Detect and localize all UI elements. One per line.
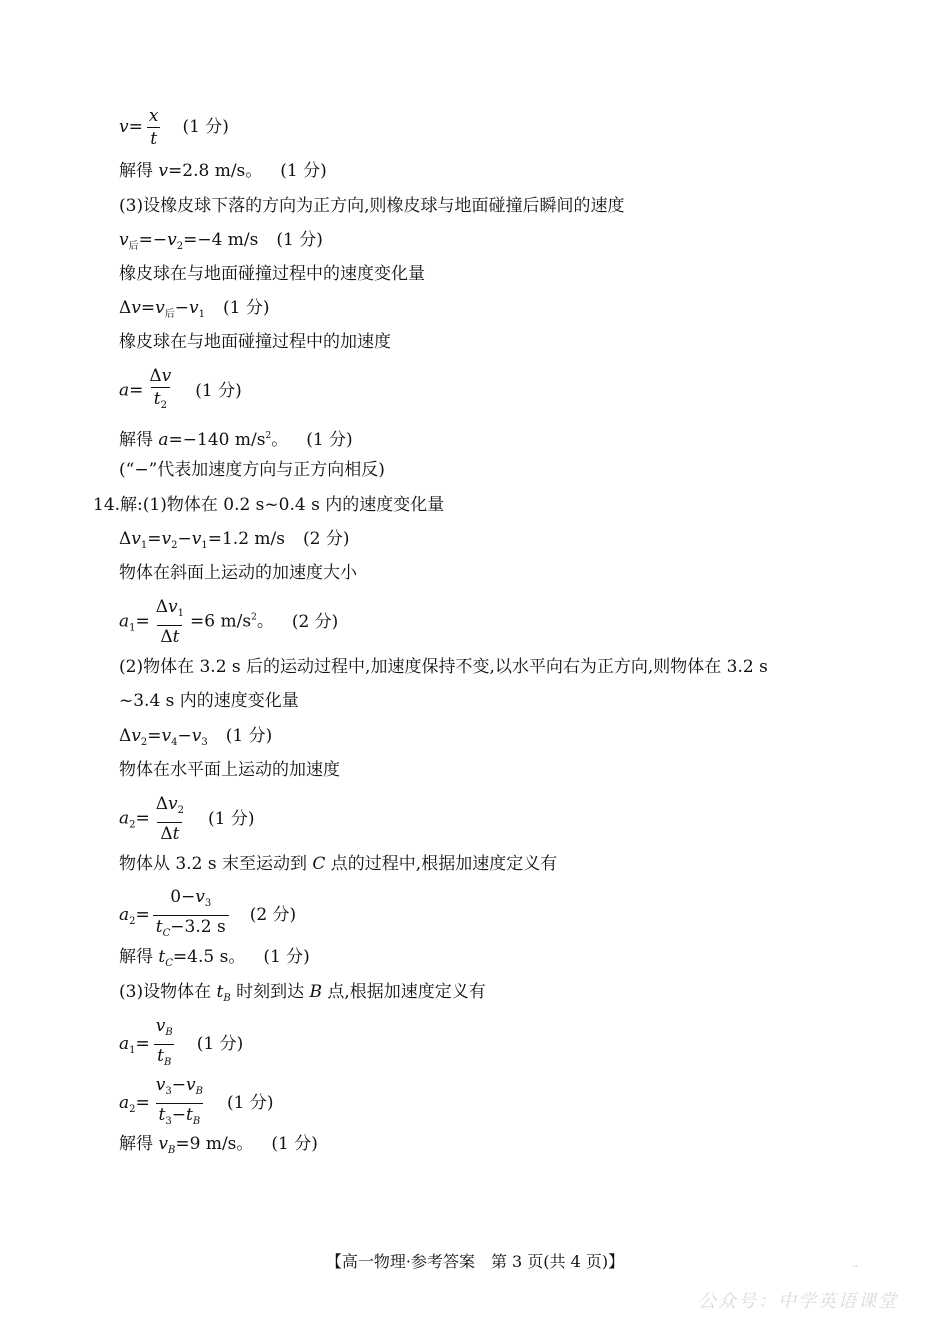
text-line: (2)物体在 3.2 s 后的运动过程中,加速度保持不变,以水平向右为正方向,则物体在 3.2 s <box>119 657 768 677</box>
fraction: $\frac{x}{t}$ <box>148 106 159 149</box>
fraction: $\frac{\Delta v}{t_2}$ <box>146 366 174 416</box>
eq-delta-v1: $\Delta v_1=v_2-v_1=1.2$ m/s (2 分) <box>119 529 350 551</box>
score-label: (1 分) <box>196 1034 244 1054</box>
text-line: (“−”代表加速度方向与正方向相反) <box>119 460 385 480</box>
watermark: 公众号：中学英语课堂 <box>698 1291 898 1312</box>
text-line: 物体在水平面上运动的加速度 <box>119 760 340 780</box>
eq-acceleration-def: a= $\frac{\Delta v}{t_2}$ (1 分) <box>119 366 242 416</box>
result-tc: 解得 $t_C=4.5$ s。 (1 分) <box>119 947 310 969</box>
score-label: (1 分) <box>263 947 310 967</box>
text-line: 物体在斜面上运动的加速度大小 <box>119 563 357 583</box>
result-vb: 解得 $v_B=9$ m/s。 (1 分) <box>119 1134 318 1156</box>
eq-a2-def: $a_2=$ $\frac{0-v_3}{t_C-3.2 s}$ (2 分) <box>119 887 296 944</box>
fraction: $\frac{v_B}{t_B}$ <box>153 1016 176 1073</box>
text-line: 橡皮球在与地面碰撞过程中的加速度 <box>119 332 391 352</box>
score-label: (1 分) <box>226 1093 274 1113</box>
eq-velocity-after: $v_后=-v_2=-4$ m/s (1 分) <box>119 230 323 252</box>
text-line: 橡皮球在与地面碰撞过程中的速度变化量 <box>119 264 425 284</box>
score-label: (2 分) <box>303 529 350 549</box>
text-line: (3)设橡皮球下落的方向为正方向,则橡皮球与地面碰撞后瞬间的速度 <box>119 196 625 216</box>
text-line: (3)设物体在 $t_B$ 时刻到达 B 点,根据加速度定义有 <box>119 982 486 1004</box>
score-label: (1 分) <box>195 380 242 401</box>
page-footer: 【高一物理·参考答案 第 3 页(共 4 页)】 <box>325 1252 625 1271</box>
score-label: (2 分) <box>291 611 339 632</box>
eq-delta-v2: $\Delta v_2=v_4-v_3$ (1 分) <box>119 726 273 748</box>
score-label: (1 分) <box>222 298 270 318</box>
fraction: $\frac{0-v_3}{t_C-3.2 s}$ <box>153 887 229 944</box>
text-line: ~3.4 s 内的速度变化量 <box>119 691 299 711</box>
footer-dots: ·· <box>853 1262 859 1271</box>
fraction: $\frac{\Delta v_1}{\Delta t}$ <box>155 597 185 647</box>
score-label: (1 分) <box>280 161 327 181</box>
score-label: (1 分) <box>182 117 229 137</box>
score-label: (1 分) <box>208 808 255 829</box>
fraction: $\frac{v_3-v_B}{t_3-t_B}$ <box>153 1075 206 1132</box>
score-label: (1 分) <box>306 430 353 450</box>
score-label: (2 分) <box>249 905 297 925</box>
fraction: $\frac{\Delta v_2}{\Delta t}$ <box>155 794 185 844</box>
result-velocity: 解得 v=2.8 m/s。 (1 分) <box>119 161 327 181</box>
eq-a1: $a_1=$ $\frac{\Delta v_1}{\Delta t}$ =6 $m/s^2$。 (2 分) <box>119 597 339 647</box>
result-acceleration: 解得 a=−140 $m/s^2$。 (1 分) <box>119 430 353 450</box>
eq-a1-tb: $a_1=$ $\frac{v_B}{t_B}$ (1 分) <box>119 1016 243 1073</box>
question-14-heading: 14.解:(1)物体在 0.2 s~0.4 s 内的速度变化量 <box>93 495 445 515</box>
score-label: (1 分) <box>271 1134 318 1154</box>
eq-velocity-def: v= $\frac{x}{t}$ (1 分) <box>119 106 229 149</box>
text-line: 物体从 3.2 s 末至运动到 C 点的过程中,根据加速度定义有 <box>119 854 558 874</box>
eq-a2: $a_2=$ $\frac{\Delta v_2}{\Delta t}$ (1 分) <box>119 794 255 844</box>
score-label: (1 分) <box>225 726 273 746</box>
eq-velocity-change: $\Delta v=v_后-v_1$ (1 分) <box>119 298 270 320</box>
eq-a2-tb: $a_2=$ $\frac{v_3-v_B}{t_3-t_B}$ (1 分) <box>119 1075 273 1132</box>
score-label: (1 分) <box>276 230 323 250</box>
